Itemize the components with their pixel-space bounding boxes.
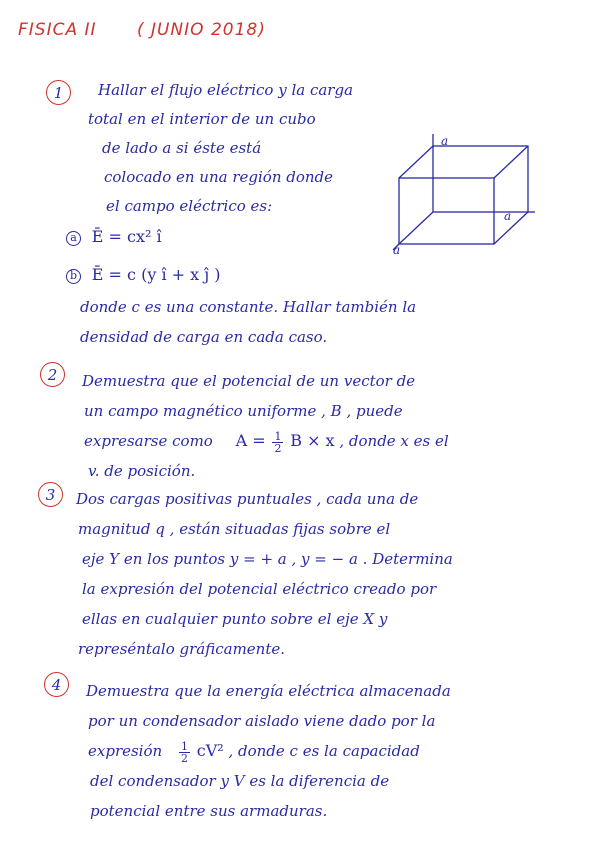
problem-1-line: el campo eléctrico es: <box>106 197 273 215</box>
cube-front-face <box>399 178 494 244</box>
problem-1-line: colocado en una región donde <box>104 168 334 186</box>
problem-2-line: v. de posición. <box>88 462 196 480</box>
problem-2-line <box>84 426 449 456</box>
problem-4-fraction <box>179 741 190 764</box>
problem-2-fraction <box>272 431 283 454</box>
problem-1-tail <box>80 292 416 352</box>
option-a-formula: Ē = cx² î <box>91 227 162 246</box>
problem-3-line: ellas en cualquier punto sobre el eje X y <box>82 610 388 628</box>
cube-label-bottom: a <box>393 243 401 255</box>
cube-edge <box>399 146 433 178</box>
problem-1-number: 1 <box>46 80 71 105</box>
problem-1-line: total en el interior de un cubo <box>88 110 316 128</box>
option-a <box>66 218 221 256</box>
cube-back-face <box>433 146 528 212</box>
problem-4-line: por un condensador aislado viene dado por la <box>88 712 436 730</box>
problem-2-number: 2 <box>40 362 65 387</box>
problem-3-text <box>76 484 453 664</box>
exam-title: FISICA II <box>18 20 97 40</box>
fraction-numerator: 1 <box>180 739 188 753</box>
cube-diagram <box>385 130 535 255</box>
exam-date: ( JUNIO 2018) <box>136 20 266 40</box>
problem-1-tail-line: donde c es una constante. Hallar también la <box>80 298 417 316</box>
problem-3-number: 3 <box>38 482 63 507</box>
fraction-denominator: 2 <box>180 751 188 765</box>
problem-2-formula-lhs: A = <box>235 431 266 450</box>
problem-3-line: la expresión del potencial eléctrico creado por <box>82 580 437 598</box>
problem-2-formula-rhs: B × x <box>290 431 335 450</box>
option-b-label: b <box>66 269 81 284</box>
problem-1-line: Hallar el flujo eléctrico y la carga <box>98 81 354 99</box>
problem-3-line: eje Y en los puntos y = + a , y = − a . Determina <box>82 550 453 568</box>
problem-4-formula: cV² <box>196 741 224 760</box>
problem-2-line: Demuestra que el potencial de un vector de <box>82 372 416 390</box>
problem-3-line: magnitud q , están situadas fijas sobre el <box>78 520 391 538</box>
fraction-denominator: 2 <box>274 441 282 455</box>
problem-4-line3-post: , donde c es la capacidad <box>228 742 420 760</box>
cube-edge <box>494 146 528 178</box>
problem-1-text <box>88 76 354 221</box>
problem-3-line: represéntalo gráficamente. <box>78 640 285 658</box>
cube-label-right: a <box>504 209 512 223</box>
problem-4-line: del condensador y V es la diferencia de <box>90 772 390 790</box>
cube-label-top: a <box>441 134 449 148</box>
problem-2-text <box>82 366 449 486</box>
problem-4-line: potencial entre sus armaduras. <box>90 802 328 820</box>
problem-4-line <box>88 736 451 766</box>
problem-2-line3-post: , donde x es el <box>339 432 449 450</box>
problem-2-line3-pre: expresarse como <box>84 432 213 450</box>
option-b-formula: Ē = c (y î + x ĵ ) <box>91 265 221 284</box>
cube-edge <box>399 212 433 244</box>
problem-1-line: de lado a si éste está <box>102 139 262 157</box>
option-a-label: a <box>66 231 81 246</box>
problem-4-number: 4 <box>44 672 69 697</box>
problem-1-tail-line: densidad de carga en cada caso. <box>80 328 328 346</box>
exam-header <box>18 20 266 40</box>
option-b <box>66 256 221 294</box>
problem-1-options <box>66 218 221 294</box>
problem-4-text <box>86 676 451 826</box>
fraction-numerator: 1 <box>274 429 282 443</box>
problem-4-line3-pre: expresión <box>88 742 163 760</box>
problem-3-line: Dos cargas positivas puntuales , cada una de <box>76 490 419 508</box>
problem-4-line: Demuestra que la energía eléctrica almacenada <box>86 682 451 700</box>
problem-2-line: un campo magnético uniforme , B , puede <box>84 402 403 420</box>
